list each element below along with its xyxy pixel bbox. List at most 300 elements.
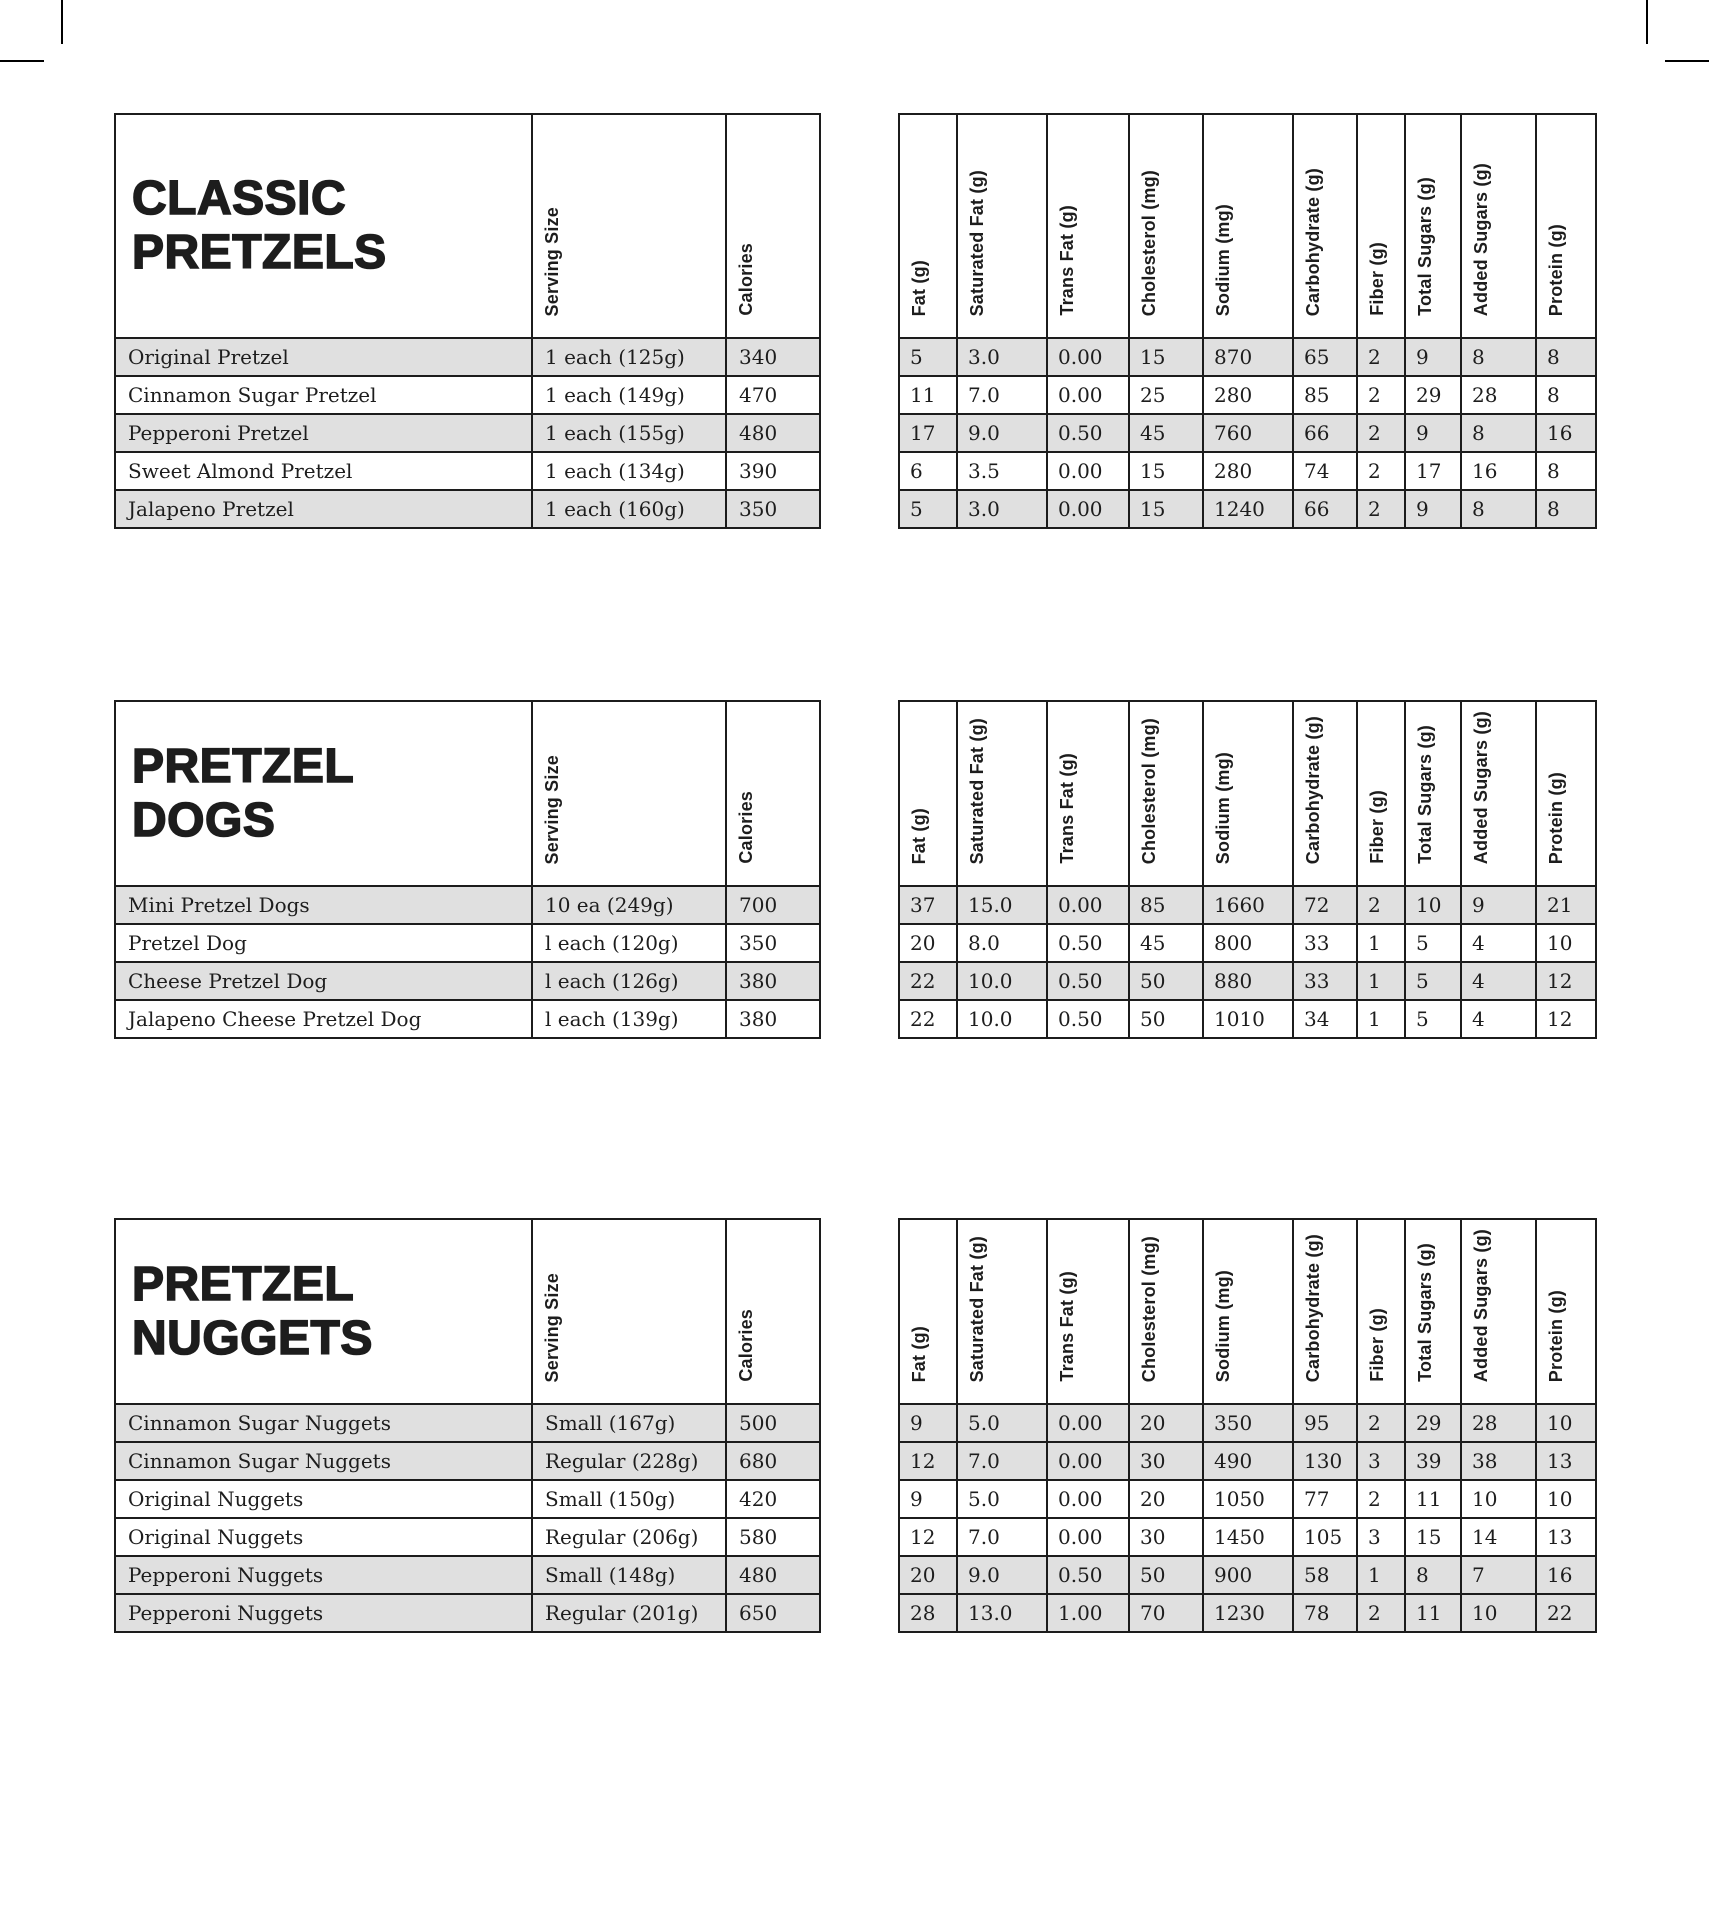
section-title-line: NUGGETS — [132, 1311, 373, 1365]
nutrition-value: 13 — [1536, 1442, 1596, 1480]
nutrition-value: 10 — [1536, 1404, 1596, 1442]
nutrition-value: 12 — [899, 1442, 957, 1480]
menu-item-name: Pepperoni Pretzel — [115, 414, 532, 452]
serving-size-value: 1 each (149g) — [532, 376, 726, 414]
nutrition-value: 65 — [1293, 338, 1357, 376]
nutrition-value: 280 — [1203, 376, 1293, 414]
nutrition-value: 8 — [1536, 338, 1596, 376]
nutrition-value: 85 — [1293, 376, 1357, 414]
nutrition-value: 15 — [1129, 490, 1203, 528]
nutrition-column-label: Fat (g) — [909, 259, 929, 316]
table-header-row — [115, 701, 820, 886]
nutrition-value: 20 — [899, 924, 957, 962]
menu-item-row — [115, 376, 820, 414]
menu-item-row — [115, 452, 820, 490]
nutrition-column-label: Saturated Fat (g) — [967, 1235, 987, 1382]
serving-size-value: Small (150g) — [532, 1480, 726, 1518]
nutrition-value: 8 — [1461, 338, 1536, 376]
section-title-line: CLASSIC — [132, 172, 347, 226]
section-title — [132, 1258, 530, 1366]
nutrition-value: 0.50 — [1047, 414, 1129, 452]
nutrition-value: 1050 — [1203, 1480, 1293, 1518]
nutrition-value: 74 — [1293, 452, 1357, 490]
menu-item-name: Pepperoni Nuggets — [115, 1556, 532, 1594]
nutrition-value: 25 — [1129, 376, 1203, 414]
nutrition-column-header — [1129, 114, 1203, 338]
nutrition-value: 6 — [899, 452, 957, 490]
menu-item-name: Cinnamon Sugar Nuggets — [115, 1404, 532, 1442]
nutrition-value: 1450 — [1203, 1518, 1293, 1556]
nutrition-values-row — [899, 962, 1596, 1000]
menu-item-row — [115, 962, 820, 1000]
menu-item-name: Sweet Almond Pretzel — [115, 452, 532, 490]
nutrition-values-row — [899, 1480, 1596, 1518]
calories-value: 480 — [726, 414, 820, 452]
calories-value: 420 — [726, 1480, 820, 1518]
nutrition-header-row — [899, 1219, 1596, 1404]
nutrition-values-row — [899, 376, 1596, 414]
nutrition-column-header — [1203, 1219, 1293, 1404]
nutrition-column-header — [1357, 701, 1405, 886]
nutrition-value: 1660 — [1203, 886, 1293, 924]
nutrition-value: 29 — [1405, 1404, 1461, 1442]
serving-size-header — [532, 1219, 726, 1404]
nutrition-column-label: Saturated Fat (g) — [967, 717, 987, 864]
serving-size-value: 1 each (155g) — [532, 414, 726, 452]
nutrition-column-header — [1047, 701, 1129, 886]
nutrition-value: 66 — [1293, 414, 1357, 452]
nutrition-value: 760 — [1203, 414, 1293, 452]
nutrition-column-label: Total Sugars (g) — [1415, 177, 1435, 316]
nutrition-value: 11 — [1405, 1480, 1461, 1518]
crop-mark-top-right-horizontal — [1665, 60, 1709, 62]
nutrition-value: 7.0 — [957, 1518, 1047, 1556]
nutrition-value: 1.00 — [1047, 1594, 1129, 1632]
nutrition-value: 10 — [1461, 1594, 1536, 1632]
section-title — [132, 740, 530, 848]
nutrition-values-row — [899, 414, 1596, 452]
nutrition-value: 8.0 — [957, 924, 1047, 962]
serving-size-header-label: Serving Size — [542, 754, 562, 864]
nutrition-values-row — [899, 1442, 1596, 1480]
serving-size-value: l each (139g) — [532, 1000, 726, 1038]
nutrition-values-row — [899, 1594, 1596, 1632]
nutrition-value: 12 — [1536, 962, 1596, 1000]
nutrition-value: 8 — [1461, 490, 1536, 528]
calories-value: 470 — [726, 376, 820, 414]
nutrition-value: 39 — [1405, 1442, 1461, 1480]
menu-item-row — [115, 924, 820, 962]
nutrition-value: 38 — [1461, 1442, 1536, 1480]
serving-size-value: 1 each (125g) — [532, 338, 726, 376]
nutrition-values-row — [899, 490, 1596, 528]
nutrition-value: 20 — [899, 1556, 957, 1594]
nutrition-value: 1 — [1357, 924, 1405, 962]
nutrition-value: 3 — [1357, 1518, 1405, 1556]
section-title-line: PRETZEL — [132, 739, 355, 793]
pretzel-dogs-nutrition-table — [898, 700, 1597, 1039]
nutrition-value: 1 — [1357, 1556, 1405, 1594]
nutrition-value: 13.0 — [957, 1594, 1047, 1632]
nutrition-column-label: Trans Fat (g) — [1057, 753, 1077, 864]
nutrition-values-row — [899, 1556, 1596, 1594]
nutrition-values-row — [899, 1000, 1596, 1038]
menu-item-name: Cinnamon Sugar Nuggets — [115, 1442, 532, 1480]
nutrition-column-header — [1536, 114, 1596, 338]
nutrition-value: 2 — [1357, 886, 1405, 924]
nutrition-value: 9 — [1405, 338, 1461, 376]
nutrition-value: 2 — [1357, 452, 1405, 490]
nutrition-value: 0.00 — [1047, 886, 1129, 924]
nutrition-value: 4 — [1461, 1000, 1536, 1038]
nutrition-column-header — [957, 114, 1047, 338]
nutrition-value: 50 — [1129, 962, 1203, 1000]
nutrition-column-header — [1405, 701, 1461, 886]
nutrition-column-label: Trans Fat (g) — [1057, 1271, 1077, 1382]
menu-item-row — [115, 886, 820, 924]
section-title-line: PRETZELS — [132, 226, 387, 279]
nutrition-value: 9.0 — [957, 414, 1047, 452]
nutrition-value: 10.0 — [957, 962, 1047, 1000]
nutrition-value: 2 — [1357, 1480, 1405, 1518]
nutrition-value: 130 — [1293, 1442, 1357, 1480]
nutrition-column-header — [957, 1219, 1047, 1404]
nutrition-value: 800 — [1203, 924, 1293, 962]
pretzel-nuggets-items-table — [114, 1218, 821, 1633]
nutrition-header-row — [899, 701, 1596, 886]
serving-size-header — [532, 114, 726, 338]
nutrition-values-row — [899, 1518, 1596, 1556]
serving-size-value: Regular (201g) — [532, 1594, 726, 1632]
nutrition-column-label: Cholesterol (mg) — [1139, 1235, 1159, 1382]
calories-value: 340 — [726, 338, 820, 376]
nutrition-value: 22 — [899, 1000, 957, 1038]
nutrition-column-label: Fiber (g) — [1367, 242, 1387, 316]
nutrition-value: 870 — [1203, 338, 1293, 376]
calories-value: 350 — [726, 924, 820, 962]
nutrition-column-header — [1129, 701, 1203, 886]
menu-item-name: Cheese Pretzel Dog — [115, 962, 532, 1000]
nutrition-value: 77 — [1293, 1480, 1357, 1518]
nutrition-values-row — [899, 1404, 1596, 1442]
calories-value: 350 — [726, 490, 820, 528]
nutrition-value: 1 — [1357, 962, 1405, 1000]
nutrition-value: 17 — [899, 414, 957, 452]
nutrition-value: 2 — [1357, 490, 1405, 528]
nutrition-value: 15 — [1129, 452, 1203, 490]
nutrition-column-label: Added Sugars (g) — [1471, 1228, 1491, 1382]
nutrition-value: 0.50 — [1047, 962, 1129, 1000]
menu-item-row — [115, 414, 820, 452]
nutrition-value: 3.5 — [957, 452, 1047, 490]
nutrition-column-label: Sodium (mg) — [1213, 1269, 1233, 1382]
nutrition-value: 8 — [1461, 414, 1536, 452]
nutrition-value: 20 — [1129, 1480, 1203, 1518]
nutrition-value: 5 — [1405, 924, 1461, 962]
menu-item-name: Original Pretzel — [115, 338, 532, 376]
nutrition-column-header — [1293, 114, 1357, 338]
nutrition-value: 8 — [1536, 376, 1596, 414]
nutrition-value: 2 — [1357, 1404, 1405, 1442]
nutrition-value: 5 — [1405, 1000, 1461, 1038]
nutrition-column-label: Carbohydrate (g) — [1303, 1233, 1323, 1382]
calories-value: 650 — [726, 1594, 820, 1632]
menu-item-name: Mini Pretzel Dogs — [115, 886, 532, 924]
nutrition-value: 10 — [1536, 1480, 1596, 1518]
nutrition-value: 50 — [1129, 1000, 1203, 1038]
nutrition-value: 9 — [1405, 414, 1461, 452]
crop-mark-top-right-vertical — [1646, 0, 1648, 44]
nutrition-value: 78 — [1293, 1594, 1357, 1632]
calories-header-label: Calories — [736, 1309, 756, 1382]
nutrition-value: 5 — [899, 338, 957, 376]
crop-mark-top-left-horizontal — [0, 60, 44, 62]
nutrition-value: 13 — [1536, 1518, 1596, 1556]
nutrition-value: 33 — [1293, 962, 1357, 1000]
nutrition-column-label: Added Sugars (g) — [1471, 162, 1491, 316]
calories-header — [726, 114, 820, 338]
nutrition-value: 2 — [1357, 376, 1405, 414]
nutrition-values-row — [899, 338, 1596, 376]
nutrition-value: 2 — [1357, 414, 1405, 452]
nutrition-column-header — [957, 701, 1047, 886]
nutrition-value: 85 — [1129, 886, 1203, 924]
nutrition-value: 33 — [1293, 924, 1357, 962]
nutrition-value: 9.0 — [957, 1556, 1047, 1594]
serving-size-header-label: Serving Size — [542, 206, 562, 316]
nutrition-value: 58 — [1293, 1556, 1357, 1594]
nutrition-value: 7.0 — [957, 376, 1047, 414]
nutrition-value: 1010 — [1203, 1000, 1293, 1038]
nutrition-column-label: Fat (g) — [909, 807, 929, 864]
nutrition-value: 12 — [899, 1518, 957, 1556]
nutrition-value: 30 — [1129, 1442, 1203, 1480]
menu-item-row — [115, 1480, 820, 1518]
nutrition-value: 17 — [1405, 452, 1461, 490]
nutrition-value: 280 — [1203, 452, 1293, 490]
nutrition-value: 0.00 — [1047, 1404, 1129, 1442]
nutrition-column-label: Fiber (g) — [1367, 790, 1387, 864]
table-header-row — [115, 114, 820, 338]
nutrition-value: 8 — [1405, 1556, 1461, 1594]
nutrition-column-label: Cholesterol (mg) — [1139, 169, 1159, 316]
nutrition-column-label: Saturated Fat (g) — [967, 169, 987, 316]
nutrition-value: 14 — [1461, 1518, 1536, 1556]
nutrition-value: 20 — [1129, 1404, 1203, 1442]
nutrition-value: 34 — [1293, 1000, 1357, 1038]
pretzel-dogs-items-table — [114, 700, 821, 1039]
nutrition-value: 22 — [899, 962, 957, 1000]
calories-value: 700 — [726, 886, 820, 924]
nutrition-value: 880 — [1203, 962, 1293, 1000]
classic-pretzels-items-table — [114, 113, 821, 529]
nutrition-value: 30 — [1129, 1518, 1203, 1556]
nutrition-column-header — [1047, 114, 1129, 338]
nutrition-value: 10 — [1461, 1480, 1536, 1518]
nutrition-value: 9 — [1405, 490, 1461, 528]
nutrition-value: 0.50 — [1047, 1000, 1129, 1038]
serving-size-value: l each (126g) — [532, 962, 726, 1000]
calories-value: 380 — [726, 962, 820, 1000]
nutrition-value: 66 — [1293, 490, 1357, 528]
nutrition-value: 2 — [1357, 1594, 1405, 1632]
nutrition-value: 16 — [1536, 414, 1596, 452]
nutrition-value: 1 — [1357, 1000, 1405, 1038]
nutrition-column-header — [1405, 114, 1461, 338]
nutrition-value: 15.0 — [957, 886, 1047, 924]
nutrition-column-label: Carbohydrate (g) — [1303, 715, 1323, 864]
nutrition-value: 0.00 — [1047, 1480, 1129, 1518]
nutrition-value: 5 — [899, 490, 957, 528]
nutrition-value: 10.0 — [957, 1000, 1047, 1038]
calories-header-label: Calories — [736, 791, 756, 864]
nutrition-value: 3.0 — [957, 338, 1047, 376]
menu-item-name: Pretzel Dog — [115, 924, 532, 962]
nutrition-value: 22 — [1536, 1594, 1596, 1632]
nutrition-value: 45 — [1129, 414, 1203, 452]
serving-size-value: 1 each (134g) — [532, 452, 726, 490]
serving-size-value: Small (167g) — [532, 1404, 726, 1442]
nutrition-column-header — [1357, 1219, 1405, 1404]
nutrition-value: 3 — [1357, 1442, 1405, 1480]
calories-header — [726, 1219, 820, 1404]
nutrition-value: 5.0 — [957, 1404, 1047, 1442]
nutrition-value: 0.00 — [1047, 1518, 1129, 1556]
menu-item-name: Cinnamon Sugar Pretzel — [115, 376, 532, 414]
nutrition-column-label: Protein (g) — [1546, 771, 1566, 864]
nutrition-column-header — [1461, 1219, 1536, 1404]
nutrition-column-header — [1461, 114, 1536, 338]
nutrition-value: 15 — [1129, 338, 1203, 376]
nutrition-value: 21 — [1536, 886, 1596, 924]
calories-value: 500 — [726, 1404, 820, 1442]
nutrition-value: 4 — [1461, 924, 1536, 962]
menu-item-row — [115, 490, 820, 528]
nutrition-value: 7.0 — [957, 1442, 1047, 1480]
section-title-line: PRETZEL — [132, 1257, 355, 1311]
nutrition-column-label: Fat (g) — [909, 1325, 929, 1382]
serving-size-value: Regular (206g) — [532, 1518, 726, 1556]
calories-value: 680 — [726, 1442, 820, 1480]
nutrition-column-header — [1405, 1219, 1461, 1404]
nutrition-value: 9 — [1461, 886, 1536, 924]
nutrition-value: 11 — [1405, 1594, 1461, 1632]
nutrition-value: 37 — [899, 886, 957, 924]
calories-value: 480 — [726, 1556, 820, 1594]
nutrition-column-label: Total Sugars (g) — [1415, 725, 1435, 864]
nutrition-column-label: Protein (g) — [1546, 1289, 1566, 1382]
nutrition-value: 0.00 — [1047, 490, 1129, 528]
nutrition-values-row — [899, 924, 1596, 962]
nutrition-values-row — [899, 452, 1596, 490]
nutrition-column-label: Sodium (mg) — [1213, 751, 1233, 864]
calories-header — [726, 701, 820, 886]
nutrition-column-label: Carbohydrate (g) — [1303, 167, 1323, 316]
nutrition-column-label: Total Sugars (g) — [1415, 1243, 1435, 1382]
nutrition-value: 11 — [899, 376, 957, 414]
nutrition-value: 70 — [1129, 1594, 1203, 1632]
nutrition-value: 95 — [1293, 1404, 1357, 1442]
section-title — [132, 172, 530, 280]
nutrition-value: 5 — [1405, 962, 1461, 1000]
nutrition-value: 2 — [1357, 338, 1405, 376]
calories-value: 580 — [726, 1518, 820, 1556]
nutrition-value: 28 — [1461, 1404, 1536, 1442]
nutrition-value: 105 — [1293, 1518, 1357, 1556]
menu-item-name: Jalapeno Pretzel — [115, 490, 532, 528]
calories-value: 380 — [726, 1000, 820, 1038]
nutrition-value: 9 — [899, 1404, 957, 1442]
nutrition-value: 4 — [1461, 962, 1536, 1000]
menu-item-name: Original Nuggets — [115, 1480, 532, 1518]
serving-size-value: l each (120g) — [532, 924, 726, 962]
nutrition-column-header — [899, 114, 957, 338]
nutrition-value: 10 — [1536, 924, 1596, 962]
serving-size-value: 1 each (160g) — [532, 490, 726, 528]
classic-pretzels-nutrition-table — [898, 113, 1597, 529]
nutrition-column-header — [899, 1219, 957, 1404]
serving-size-header-label: Serving Size — [542, 1272, 562, 1382]
nutrition-column-label: Protein (g) — [1546, 223, 1566, 316]
nutrition-column-header — [1129, 1219, 1203, 1404]
nutrition-column-label: Sodium (mg) — [1213, 203, 1233, 316]
nutrition-value: 8 — [1536, 490, 1596, 528]
nutrition-values-row — [899, 886, 1596, 924]
nutrition-column-header — [1203, 701, 1293, 886]
nutrition-value: 16 — [1461, 452, 1536, 490]
nutrition-column-label: Cholesterol (mg) — [1139, 717, 1159, 864]
nutrition-value: 350 — [1203, 1404, 1293, 1442]
nutrition-value: 28 — [1461, 376, 1536, 414]
nutrition-column-label: Fiber (g) — [1367, 1308, 1387, 1382]
nutrition-value: 5.0 — [957, 1480, 1047, 1518]
nutrition-value: 0.50 — [1047, 924, 1129, 962]
menu-item-row — [115, 1442, 820, 1480]
serving-size-value: Small (148g) — [532, 1556, 726, 1594]
nutrition-column-header — [1047, 1219, 1129, 1404]
nutrition-value: 490 — [1203, 1442, 1293, 1480]
serving-size-value: 10 ea (249g) — [532, 886, 726, 924]
nutrition-value: 3.0 — [957, 490, 1047, 528]
nutrition-column-header — [1357, 114, 1405, 338]
nutrition-column-header — [1536, 1219, 1596, 1404]
nutrition-value: 72 — [1293, 886, 1357, 924]
nutrition-column-header — [1293, 1219, 1357, 1404]
serving-size-header — [532, 701, 726, 886]
nutrition-value: 29 — [1405, 376, 1461, 414]
nutrition-value: 50 — [1129, 1556, 1203, 1594]
pretzel-nuggets-nutrition-table — [898, 1218, 1597, 1633]
nutrition-column-header — [1293, 701, 1357, 886]
nutrition-value: 8 — [1536, 452, 1596, 490]
nutrition-value: 9 — [899, 1480, 957, 1518]
section-title-cell — [115, 114, 532, 338]
nutrition-value: 0.00 — [1047, 452, 1129, 490]
nutrition-value: 0.00 — [1047, 1442, 1129, 1480]
nutrition-column-label: Trans Fat (g) — [1057, 205, 1077, 316]
menu-item-row — [115, 1000, 820, 1038]
nutrition-value: 16 — [1536, 1556, 1596, 1594]
nutrition-value: 900 — [1203, 1556, 1293, 1594]
nutrition-value: 0.00 — [1047, 338, 1129, 376]
calories-header-label: Calories — [736, 243, 756, 316]
crop-mark-top-left-vertical — [61, 0, 63, 44]
nutrition-value: 0.00 — [1047, 376, 1129, 414]
nutrition-value: 7 — [1461, 1556, 1536, 1594]
nutrition-header-row — [899, 114, 1596, 338]
menu-item-name: Jalapeno Cheese Pretzel Dog — [115, 1000, 532, 1038]
menu-item-row — [115, 1594, 820, 1632]
